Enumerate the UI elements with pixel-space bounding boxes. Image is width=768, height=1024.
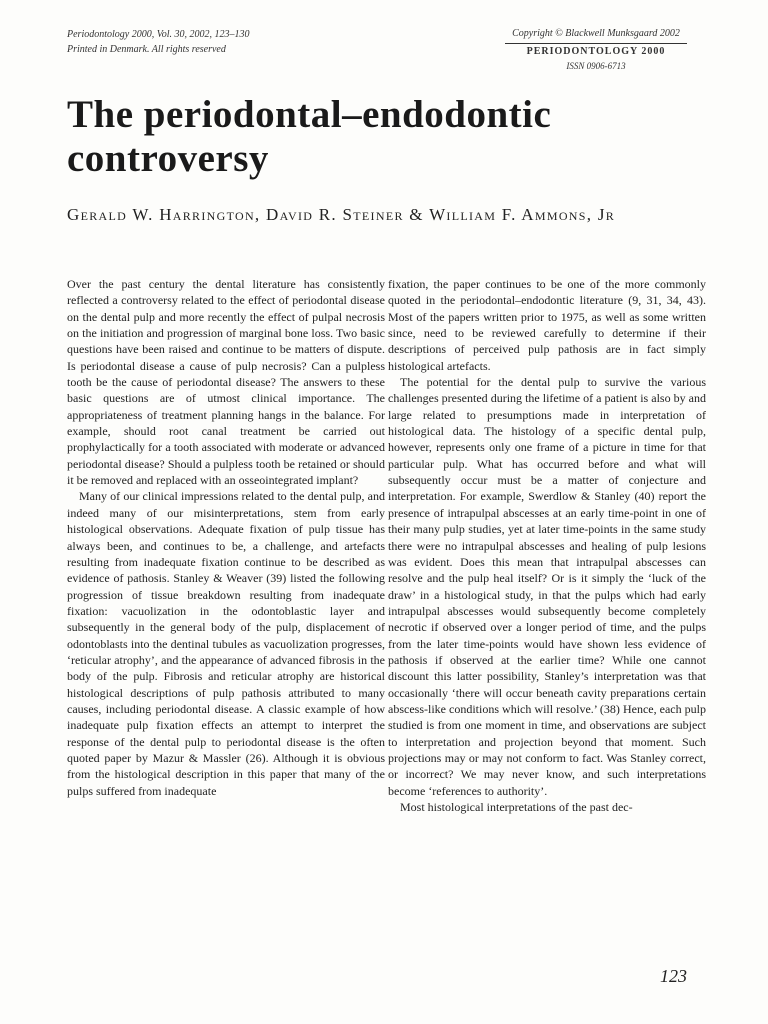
body-column-right [388, 276, 706, 815]
article-title: The periodontal–endodontic controversy [67, 93, 552, 180]
page-number: 123 [660, 966, 687, 986]
issn: ISSN 0906-6713 [566, 61, 626, 71]
paragraph: Over the past century the dental literature has consistently reflected a controversy related to the effect of periodontal disease on the dental pulp and more recently the effect of pulpal necrosis on the initiation and progression of marginal bone loss. Two basic questions have been raised and continue to be matters of dispute. Is periodontal disease a cause of pulp necrosis? Can a pulpless tooth be the cause of periodontal disease? The answers to these basic questions are of utmost clinical importance. The appropriateness of treatment planning hangs in the balance. For example, should root canal treatment be carried out prophylactically for a tooth associated with moderate or advanced periodontal disease? Should a pulpless tooth be retained or should it be removed and replaced with an osseointegrated implant? [67, 277, 385, 488]
running-header-left [67, 27, 250, 57]
running-header-right [505, 27, 687, 73]
paragraph: fixation, the paper continues to be one of the more commonly quoted in the periodontal–endodontic literature (9, 31, 34, 43). Most of the papers written prior to 1975, as well as some written since, need to be reviewed carefully to determine if their descriptions of perceived pulp pathosis are in fact simply histological artefacts. [388, 277, 706, 373]
paragraph: The potential for the dental pulp to survive the various challenges presented during the lifetime of a patient is also by and large related to presumptions made in interpretation of histological data. The histology of a specific dental pulp, however, represents only one frame of a picture in time for that particular pulp. What has occurred before and what will subsequently occur must be a matter of conjecture and interpretation. For example, Swerdlow & Stanley (40) report the presence of intrapulpal abscesses at an early time-point in one of their many pulp studies, yet at later time-points in the same study there were no intrapulpal abscesses and healing of pulp lesions was evident. Does this mean that intrapulpal abscesses can resolve and the pulp heal itself? Or is it simply the ‘luck of the draw’ in a histological study, in that the pulps which had early intrapulpal abscesses would subsequently become completely necrotic if observed over a longer period of time, and the pulps from the later time-points would have shown less evidence of pathosis if observed at the earlier time? While one cannot discount this latter possibility, Stanley’s interpretation was that occasionally ‘there will occur beneath cavity preparations certain abscess-like conditions which will resolve.’ (38) Hence, each pulp studied is from one moment in time, and observations are subject to interpretation and projection beyond that moment. Such projections may or may not conform to fact. Was Stanley correct, or incorrect? We may never know, and such interpretations become ‘references to authority’. [388, 375, 706, 798]
header-rule [505, 43, 687, 44]
body-column-left [67, 276, 385, 799]
journal-citation: Periodontology 2000, Vol. 30, 2002, 123–130 [67, 29, 250, 40]
copyright-notice: Copyright © Blackwell Munksgaard 2002 [512, 28, 680, 39]
paragraph: Many of our clinical impressions related to the dental pulp, and indeed many of our misinterpretations, stem from early histological observations. Adequate fixation of pulp tissue has always been, and continues to be, a challenge, and artefacts resulting from inadequate fixation continue to be described as evidence of pathosis. Stanley & Weaver (39) listed the following progression of tissue breakdown resulting from inadequate fixation: vacuolization in the odontoblastic layer and subsequently in the general body of the pulp, displacement of odontoblasts into the dentinal tubules as vacuolization progresses, ‘reticular atrophy’, and the appearance of advanced fibrosis in the body of the pulp. Fibrosis and reticular atrophy are historical histological descriptions of pulp pathosis attributed to many causes, including periodontal disease. A classic example of how inadequate pulp fixation effects an attempt to interpret the response of the dental pulp to periodontal disease is the often quoted paper by Mazur & Massler (26). Although it is obvious from the histological description in this paper that many of the pulps suffered from inadequate [67, 489, 385, 798]
journal-name: PERIODONTOLOGY 2000 [526, 46, 666, 57]
article-authors: Gerald W. Harrington, David R. Steiner & William F. Ammons, Jr [67, 205, 616, 224]
printed-notice: Printed in Denmark. All rights reserved [67, 44, 226, 55]
paragraph: Most histological interpretations of the past dec- [400, 800, 633, 814]
